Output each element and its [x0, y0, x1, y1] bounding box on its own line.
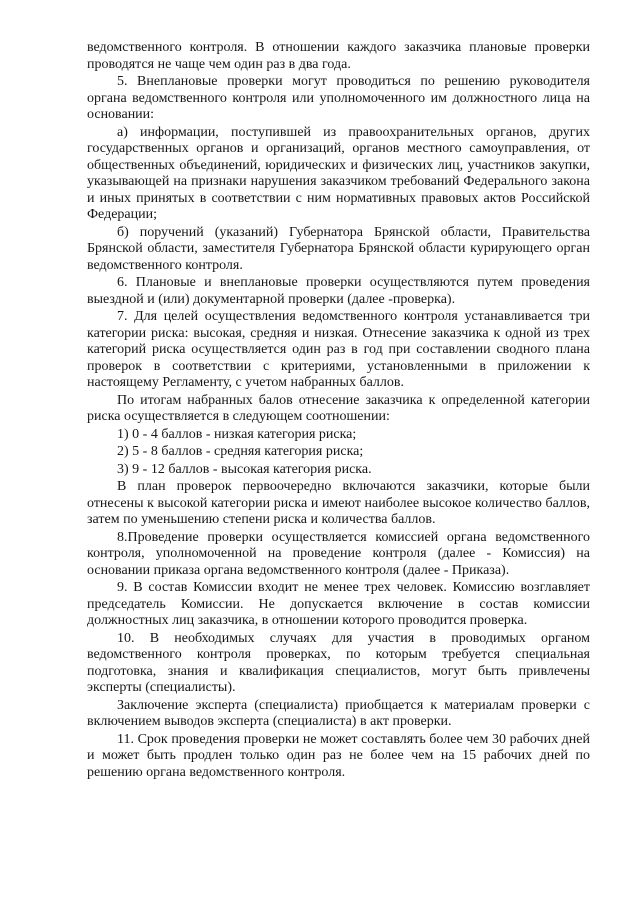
paragraph-item-10: 10. В необходимых случаях для участия в проводимых органом ведомственного контроля проверках, по которым требуется специальная подготовка, знания и квалификация специалистов, могут быть привлечены эксперты (специалисты). [87, 630, 590, 695]
list-item-risk-low: 1) 0 - 4 баллов - низкая категория риска; [117, 426, 357, 442]
paragraph-item-7: 7. Для целей осуществления ведомственного контроля устанавливается три категории риска: высокая, средняя и низкая. Отнесение заказчика к одной из трех категорий риска осуществляется один раз в год при составлении сводного плана проверок в соответствии с критериями, установленными в приложении к настоящему Регламенту, с учетом набранных баллов. [87, 309, 590, 390]
paragraph-item-8: 8.Проведение проверки осуществляется комиссией органа ведомственного контроля, уполномоченной на проведение контроля (далее - Комиссия) на основании приказа органа ведомственного контроля (далее - Приказа). [87, 529, 590, 578]
paragraph-plan-priority: В план проверок первоочередно включаются заказчики, которые были отнесены к высокой категории риска и имеют наиболее высокое количество баллов, затем по уменьшению степени риска и количества баллов. [87, 479, 590, 527]
list-item-risk-high: 3) 9 - 12 баллов - высокая категория риска. [117, 461, 372, 477]
paragraph-score-intro: По итогам набранных балов отнесение заказчика к определенной категории риска осуществляется в следующем соотношении: [87, 392, 590, 424]
paragraph-continuation: ведомственного контроля. В отношении каждого заказчика плановые проверки проводятся не чаще чем один раз в два года. [87, 40, 590, 72]
paragraph-item-5b: б) поручений (указаний) Губернатора Брянской области, Правительства Брянской области, заместителя Губернатора Брянской области курирующего орган ведомственного контроля. [87, 224, 590, 273]
paragraph-item-5: 5. Внеплановые проверки могут проводиться по решению руководителя органа ведомственного контроля или уполномоченного им должностного лица на основании: [87, 74, 590, 122]
paragraph-item-6: 6. Плановые и внеплановые проверки осуществляются путем проведения выездной и (или) документарной проверки (далее -проверка). [87, 275, 590, 307]
paragraph-item-9: 9. В состав Комиссии входит не менее трех человек. Комиссию возглавляет председатель Комиссии. Не допускается включение в состав комиссии должностных лиц заказчика, в отношении которого проводится проверка. [87, 580, 590, 628]
paragraph-item-5a: а) информации, поступившей из правоохранительных органов, других государственных органов и организаций, органов местного самоуправления, от общественных объединений, юридических и физических лиц, участников закупки, указывающей на признаки нарушения заказчиком требований Федерального закона и иных принятых в соответствии с ним нормативных правовых актов Российской Федерации; [87, 124, 590, 222]
paragraph-expert-conclusion: Заключение эксперта (специалиста) приобщается к материалам проверки с включением выводов эксперта (специалиста) в акт проверки. [87, 697, 590, 729]
paragraph-item-11: 11. Срок проведения проверки не может составлять более чем 30 рабочих дней и может быть продлен только один раз не более чем на 15 рабочих дней по решению органа ведомственного контроля. [87, 731, 590, 780]
list-item-risk-medium: 2) 5 - 8 баллов - средняя категория риска; [117, 444, 364, 459]
